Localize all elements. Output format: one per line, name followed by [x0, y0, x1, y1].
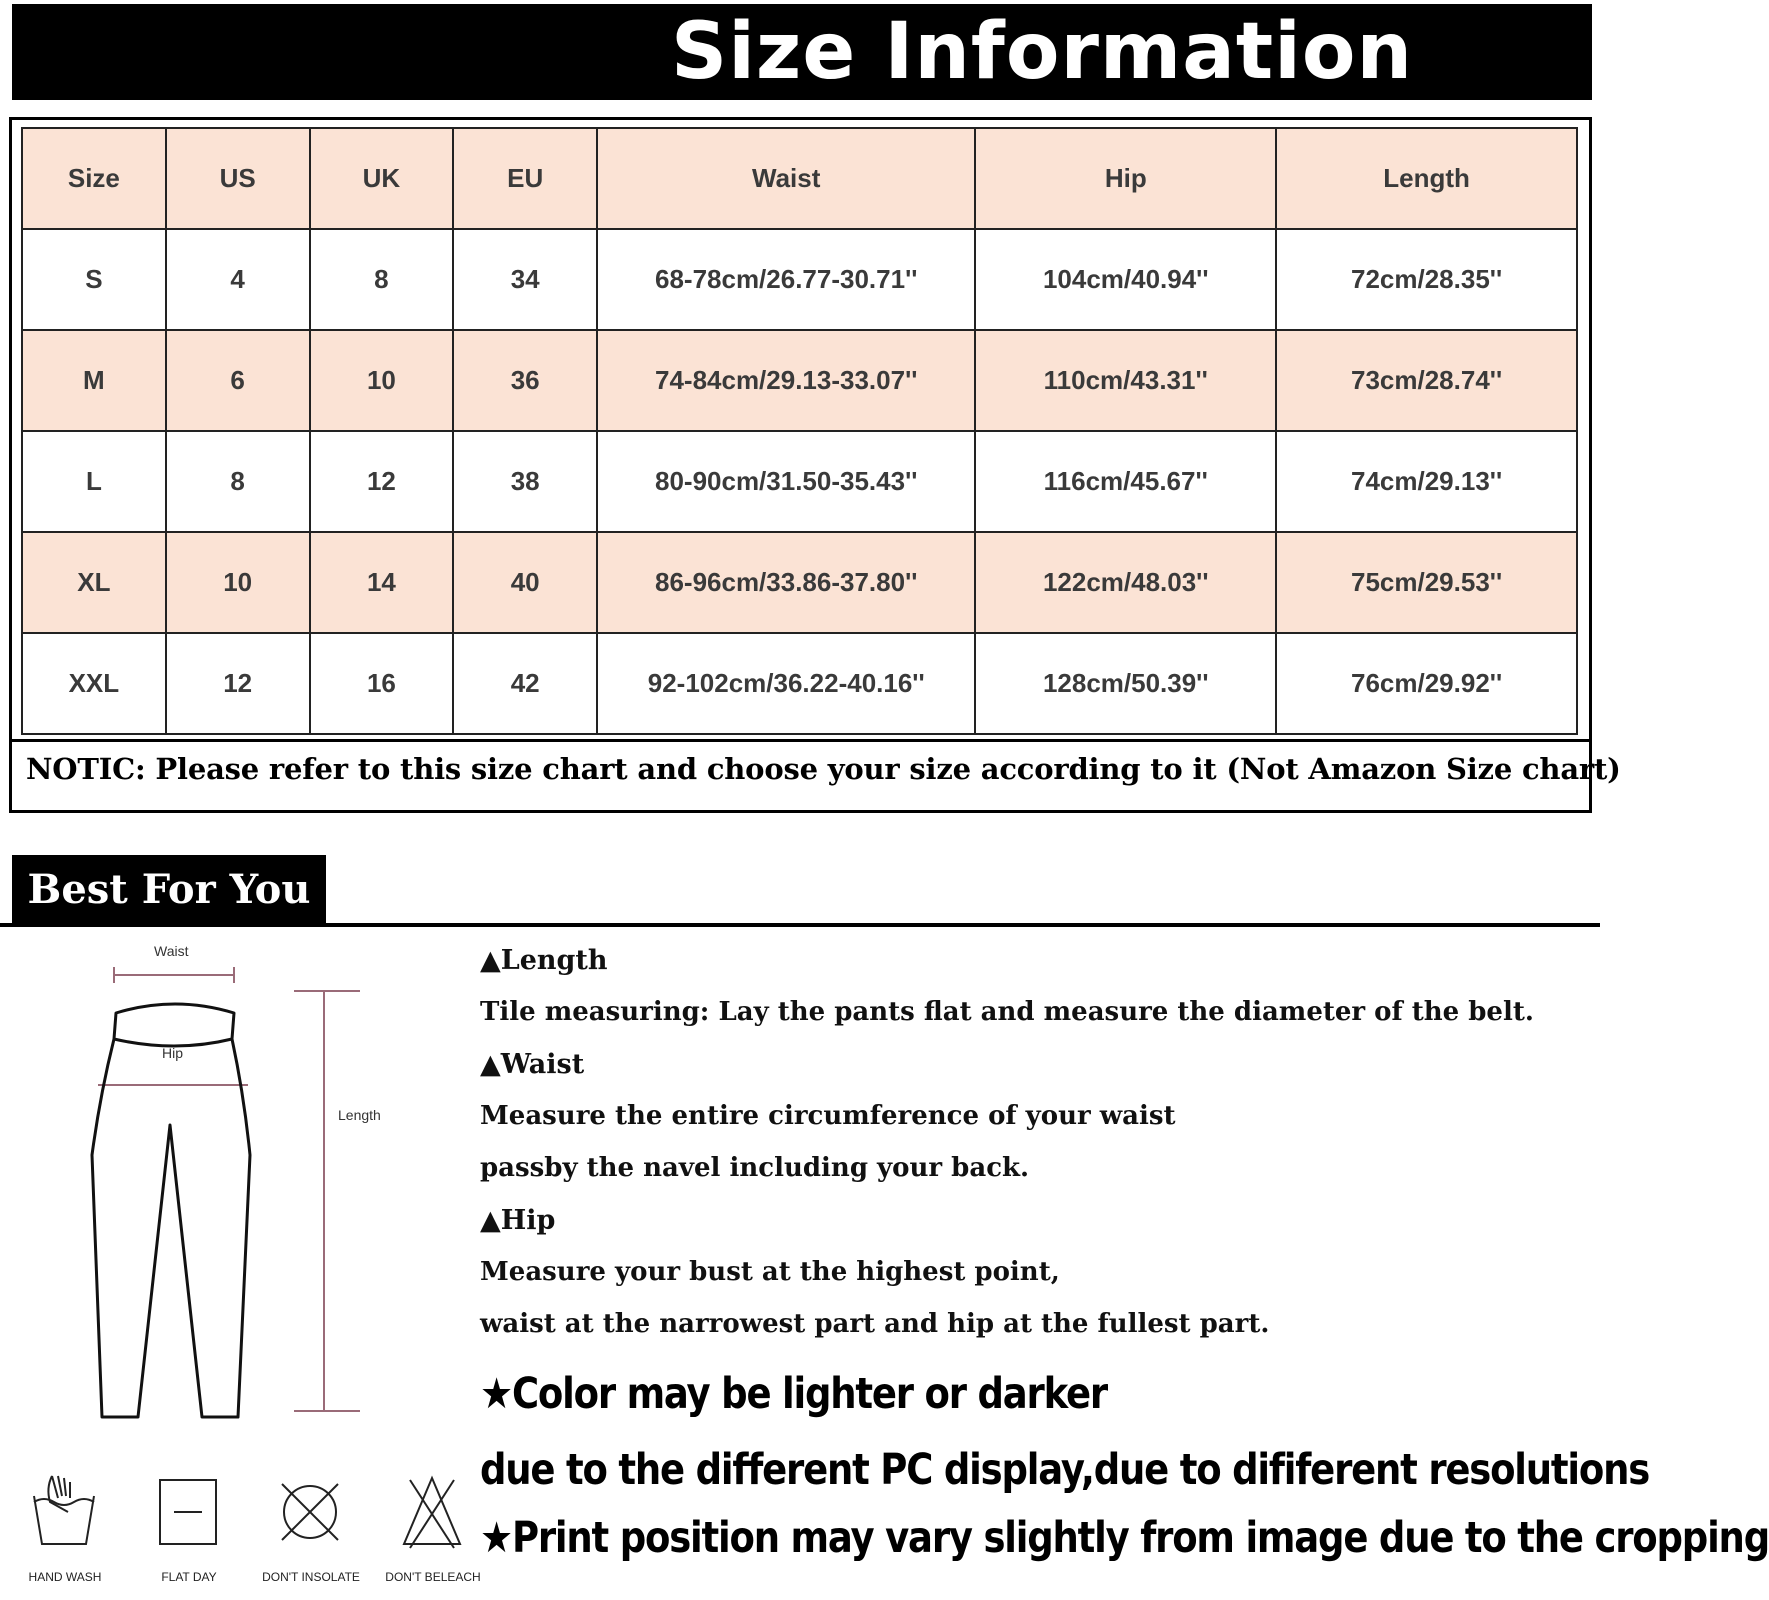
hip-text-2: waist at the narrowest part and hip at the fullest part.	[480, 1309, 1270, 1339]
table-cell: 75cm/29.53''	[1276, 532, 1577, 633]
table-cell: 38	[453, 431, 597, 532]
table-cell: 12	[166, 633, 310, 734]
header-waist: Waist	[597, 128, 975, 229]
color-note-2: due to the different PC display,due to dififerent resolutions	[480, 1445, 1650, 1495]
header-uk: UK	[310, 128, 454, 229]
table-cell: 34	[453, 229, 597, 330]
table-cell: 110cm/43.31''	[975, 330, 1276, 431]
care-label: HAND WASH	[28, 1570, 102, 1584]
care-item-dont-bleach	[378, 1470, 488, 1600]
length-heading: ▲Length	[480, 945, 608, 976]
size-notice: NOTIC: Please refer to this size chart and choose your size according to it (Not Amazon Size chart)	[26, 752, 1621, 786]
table-row	[22, 431, 1577, 532]
table-cell: 16	[310, 633, 454, 734]
table-cell: 86-96cm/33.86-37.80''	[597, 532, 975, 633]
flat-dry-icon	[152, 1472, 224, 1552]
table-row	[22, 229, 1577, 330]
hand-wash-icon	[28, 1472, 100, 1552]
pants-measurement-diagram	[80, 943, 420, 1430]
table-cell: 12	[310, 431, 454, 532]
waist-text-2: passby the navel including your back.	[480, 1153, 1030, 1183]
length-label: Length	[338, 1107, 381, 1123]
waist-text-1: Measure the entire circumference of your waist	[480, 1101, 1176, 1131]
header-hip: Hip	[975, 128, 1276, 229]
section-title: Best For You	[27, 866, 311, 913]
table-cell: 74-84cm/29.13-33.07''	[597, 330, 975, 431]
table-cell: 128cm/50.39''	[975, 633, 1276, 734]
pants-icon	[80, 955, 420, 1430]
table-cell: M	[22, 330, 166, 431]
waist-label: Waist	[154, 943, 189, 959]
care-icons	[10, 1470, 480, 1600]
table-cell: XL	[22, 532, 166, 633]
section-tab	[12, 855, 326, 924]
dont-bleach-icon	[396, 1472, 468, 1552]
care-label: DON'T INSOLATE	[262, 1570, 360, 1584]
table-cell: 68-78cm/26.77-30.71''	[597, 229, 975, 330]
table-cell: 4	[166, 229, 310, 330]
table-cell: 36	[453, 330, 597, 431]
header-length: Length	[1276, 128, 1577, 229]
care-label: FLAT DAY	[161, 1570, 217, 1584]
length-text: Tile measuring: Lay the pants flat and measure the diameter of the belt.	[480, 997, 1534, 1027]
table-cell: S	[22, 229, 166, 330]
notice-divider	[9, 739, 1592, 742]
care-item-hand-wash	[10, 1470, 120, 1600]
table-cell: 42	[453, 633, 597, 734]
waist-heading: ▲Waist	[480, 1049, 585, 1080]
table-cell: XXL	[22, 633, 166, 734]
table-cell: 73cm/28.74''	[1276, 330, 1577, 431]
table-cell: 74cm/29.13''	[1276, 431, 1577, 532]
table-cell: 8	[166, 431, 310, 532]
hip-label: Hip	[162, 1045, 184, 1061]
table-row	[22, 330, 1577, 431]
dont-tumble-dry-icon	[274, 1472, 346, 1552]
table-cell: 10	[310, 330, 454, 431]
table-cell: 14	[310, 532, 454, 633]
header-eu: EU	[453, 128, 597, 229]
care-item-dont-insolate	[256, 1470, 366, 1600]
print-note: ★Print position may vary slightly from image due to the cropping	[480, 1513, 1769, 1563]
table-cell: 122cm/48.03''	[975, 532, 1276, 633]
care-item-flat-dry	[134, 1470, 244, 1600]
section-divider	[0, 923, 1600, 927]
header-size: Size	[22, 128, 166, 229]
table-cell: 104cm/40.94''	[975, 229, 1276, 330]
table-header-row	[22, 128, 1577, 229]
table-row	[22, 633, 1577, 734]
hip-text-1: Measure your bust at the highest point,	[480, 1257, 1060, 1287]
size-table	[21, 127, 1578, 735]
table-cell: 76cm/29.92''	[1276, 633, 1577, 734]
table-cell: 116cm/45.67''	[975, 431, 1276, 532]
table-cell: 72cm/28.35''	[1276, 229, 1577, 330]
page-title: Size Information	[671, 7, 1413, 97]
table-row	[22, 532, 1577, 633]
title-banner	[12, 4, 1592, 100]
table-cell: L	[22, 431, 166, 532]
table-cell: 8	[310, 229, 454, 330]
table-cell: 80-90cm/31.50-35.43''	[597, 431, 975, 532]
header-us: US	[166, 128, 310, 229]
hip-heading: ▲Hip	[480, 1205, 556, 1236]
table-cell: 10	[166, 532, 310, 633]
color-note-1: ★Color may be lighter or darker	[480, 1369, 1107, 1419]
care-label: DON'T BELEACH	[385, 1570, 481, 1584]
table-cell: 92-102cm/36.22-40.16''	[597, 633, 975, 734]
table-cell: 6	[166, 330, 310, 431]
table-cell: 40	[453, 532, 597, 633]
